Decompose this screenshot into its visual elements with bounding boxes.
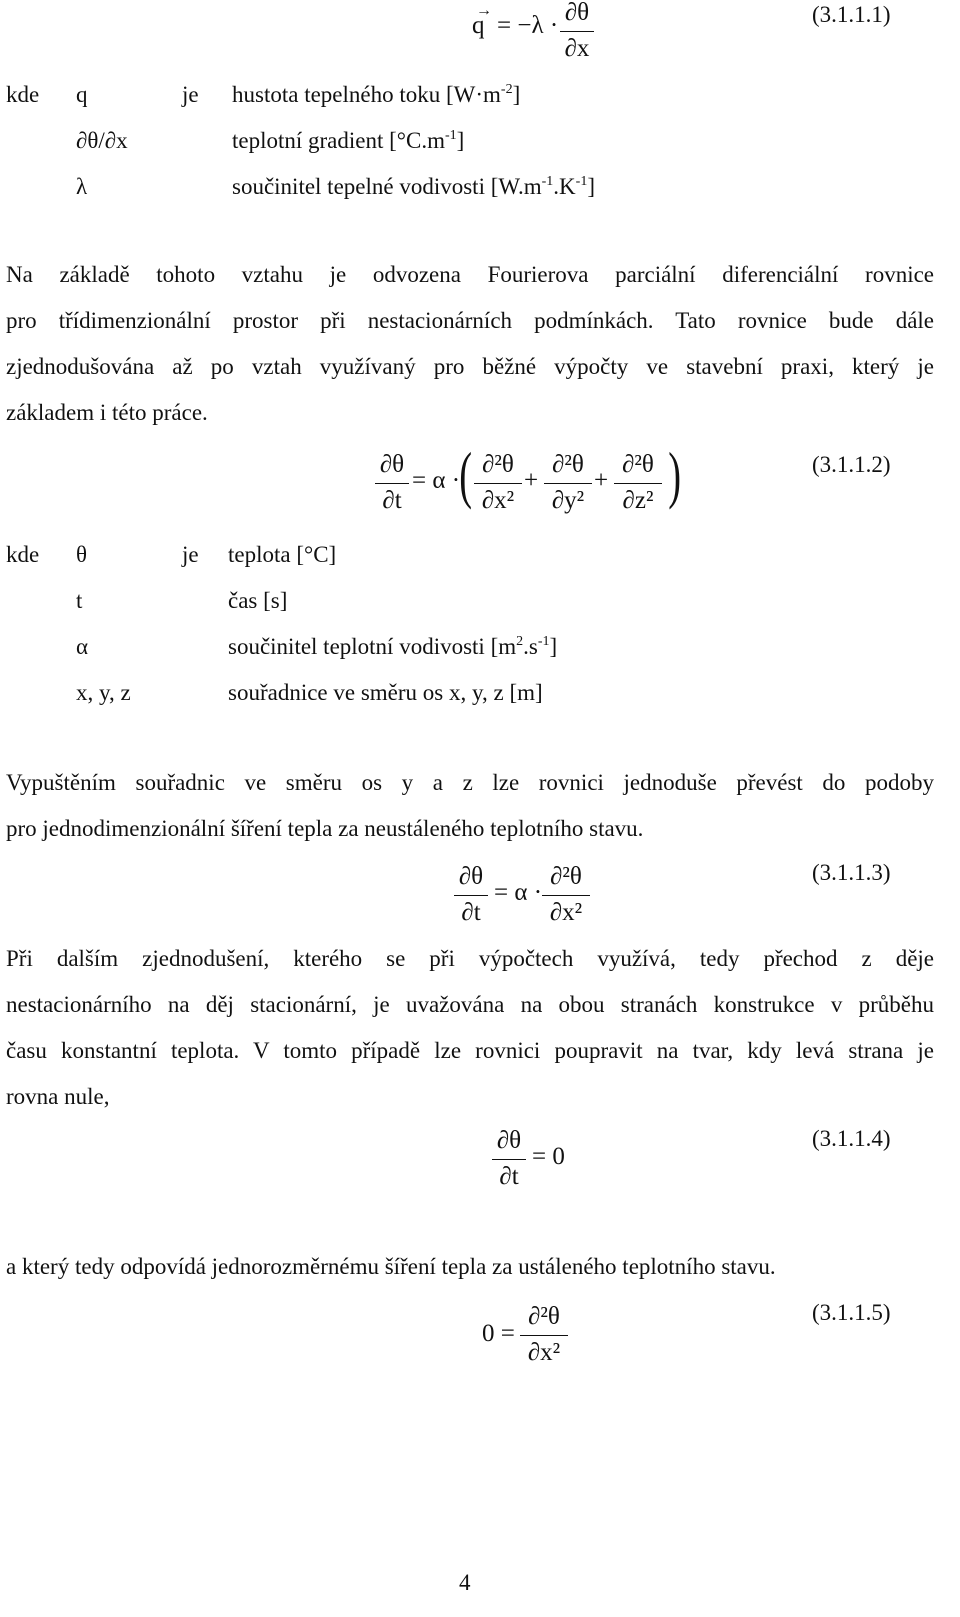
defs1-desc-2: součinitel tepelné vodivosti $[W.m^{-1}.K^{-1}]$ — [232, 174, 595, 199]
eq4-number: (3.1.1.4) — [812, 1126, 891, 1151]
eq2-t3-den: ∂z² — [622, 487, 654, 514]
paragraph-line: zjednodušována až po vztah využívaný pro běžné výpočty ve stavební praxi, který je — [6, 354, 934, 379]
eq1-rhs: = −λ · — [497, 12, 559, 39]
eq2-plus-1: + — [524, 467, 539, 494]
eq2-lhs-den: ∂t — [382, 487, 402, 514]
defs2-je: je — [182, 542, 199, 567]
paragraph-line: Vypuštěním souřadnic ve směru os y a z lze rovnici jednoduše převést do podoby — [6, 770, 934, 795]
defs2-desc-2: součinitel teplotní vodivosti $[m^2.s^{-1}]$ — [228, 634, 558, 659]
defs2-desc-1: čas [s] — [228, 588, 288, 613]
eq4-lhs-fraction — [492, 1126, 526, 1190]
eq5-rhs-fraction — [520, 1302, 568, 1366]
defs2-sym-3: x, y, z — [76, 680, 131, 705]
eq2-number: (3.1.1.2) — [812, 452, 891, 477]
paragraph-line: Při dalším zjednodušení, kterého se při výpočtech využívá, tedy přechod z děje — [6, 946, 934, 971]
defs1-desc-1: teplotní gradient $[^\circ C.m^{-1}]$ — [232, 128, 465, 153]
defs1-sym-2: λ — [76, 174, 88, 199]
eq2-t2-fraction — [544, 450, 592, 514]
eq4-lhs-num: ∂θ — [496, 1127, 522, 1154]
defs1-kde: kde — [6, 82, 40, 107]
eq2-lhs-num: ∂θ — [379, 451, 405, 478]
fraction-bar — [520, 1335, 568, 1336]
eq2-t3-fraction — [614, 450, 662, 514]
eq1-q: q — [472, 12, 485, 39]
eq4-rhs: = 0 — [532, 1143, 565, 1170]
eq3-rhs-fraction — [542, 862, 590, 926]
defs1-je: je — [182, 82, 199, 107]
eq1-num: ∂θ — [564, 0, 590, 26]
eq1-number: (3.1.1.1) — [812, 2, 891, 27]
fraction-bar — [614, 483, 662, 484]
fraction-bar — [492, 1159, 526, 1160]
defs2-kde: kde — [6, 542, 40, 567]
defs2-sym-2: α — [76, 634, 89, 659]
eq2-lhs-fraction — [375, 450, 409, 514]
vector-arrow-icon: → — [476, 2, 492, 19]
defs2-sym-1: t — [76, 588, 83, 613]
eq2-t1-fraction — [474, 450, 522, 514]
eq5-lhs: 0 = — [482, 1320, 515, 1347]
page-number: 4 — [459, 1570, 471, 1595]
eq3-rhs-den: ∂x² — [549, 899, 583, 926]
paragraph-2 — [6, 760, 934, 852]
fraction-bar — [544, 483, 592, 484]
fraction-bar — [474, 483, 522, 484]
defs2-sym-0: θ — [76, 542, 88, 567]
eq3-lhs-den: ∂t — [461, 899, 481, 926]
defs1-sym-1: ∂θ/∂x — [76, 128, 128, 153]
eq5-rhs-num: ∂²θ — [528, 1303, 560, 1330]
eq1-den: ∂x — [564, 35, 590, 62]
paragraph-line: času konstantní teplota. V tomto případě lze rovnici poupravit na tvar, kdy levá strana je — [6, 1038, 934, 1063]
eq3-lhs-num: ∂θ — [458, 863, 484, 890]
fraction-bar — [560, 31, 594, 32]
paragraph-line: pro jednodimenzionální šíření tepla za neustáleného teplotního stavu. — [6, 816, 644, 841]
eq3-eq: = α · — [494, 879, 543, 906]
defs1-desc-0: hustota tepelného toku $[W\cdot m^{-2}]$ — [232, 82, 521, 107]
paragraph-line: a který tedy odpovídá jednorozměrnému šíření tepla za ustáleného teplotního stavu. — [6, 1254, 776, 1279]
left-paren-icon: ( — [459, 439, 473, 510]
eq3-rhs-num: ∂²θ — [550, 863, 582, 890]
paragraph-line: pro třídimenzionální prostor při nestacionárních podmínkách. Tato rovnice bude dále — [6, 308, 934, 333]
paragraph-4 — [6, 1244, 934, 1290]
fraction-bar — [454, 895, 488, 896]
eq2-t3-num: ∂²θ — [622, 451, 654, 478]
fraction-bar — [542, 895, 590, 896]
eq3-number: (3.1.1.3) — [812, 860, 891, 885]
defs2-desc-0: teplota [°C] — [228, 542, 337, 567]
paragraph-line: nestacionárního na děj stacionární, je uvažována na obou stranách konstrukce v průběhu — [6, 992, 934, 1017]
paragraph-line: Na základě tohoto vztahu je odvozena Fourierova parciální diferenciální rovnice — [6, 262, 934, 287]
defs1-sym-0: q — [76, 82, 88, 107]
eq2-eq: = α · — [412, 467, 461, 494]
eq2-plus-2: + — [594, 467, 609, 494]
defs2-desc-3: souřadnice ve směru os x, y, z [m] — [228, 680, 543, 705]
paragraph-line: rovna nule, — [6, 1084, 110, 1109]
eq5-number: (3.1.1.5) — [812, 1300, 891, 1325]
paragraph-line: základem i této práce. — [6, 400, 208, 425]
eq3-lhs-fraction — [454, 862, 488, 926]
eq5-rhs-den: ∂x² — [527, 1339, 561, 1366]
paragraph-3 — [6, 936, 934, 1120]
eq2-t1-num: ∂²θ — [482, 451, 514, 478]
eq2-t1-den: ∂x² — [481, 487, 515, 514]
paragraph-1 — [6, 252, 934, 436]
eq2-t2-num: ∂²θ — [552, 451, 584, 478]
eq2-t2-den: ∂y² — [551, 487, 585, 514]
right-paren-icon: ) — [668, 439, 682, 510]
eq4-lhs-den: ∂t — [499, 1163, 519, 1190]
fraction-bar — [375, 483, 409, 484]
eq1-fraction — [560, 0, 594, 62]
